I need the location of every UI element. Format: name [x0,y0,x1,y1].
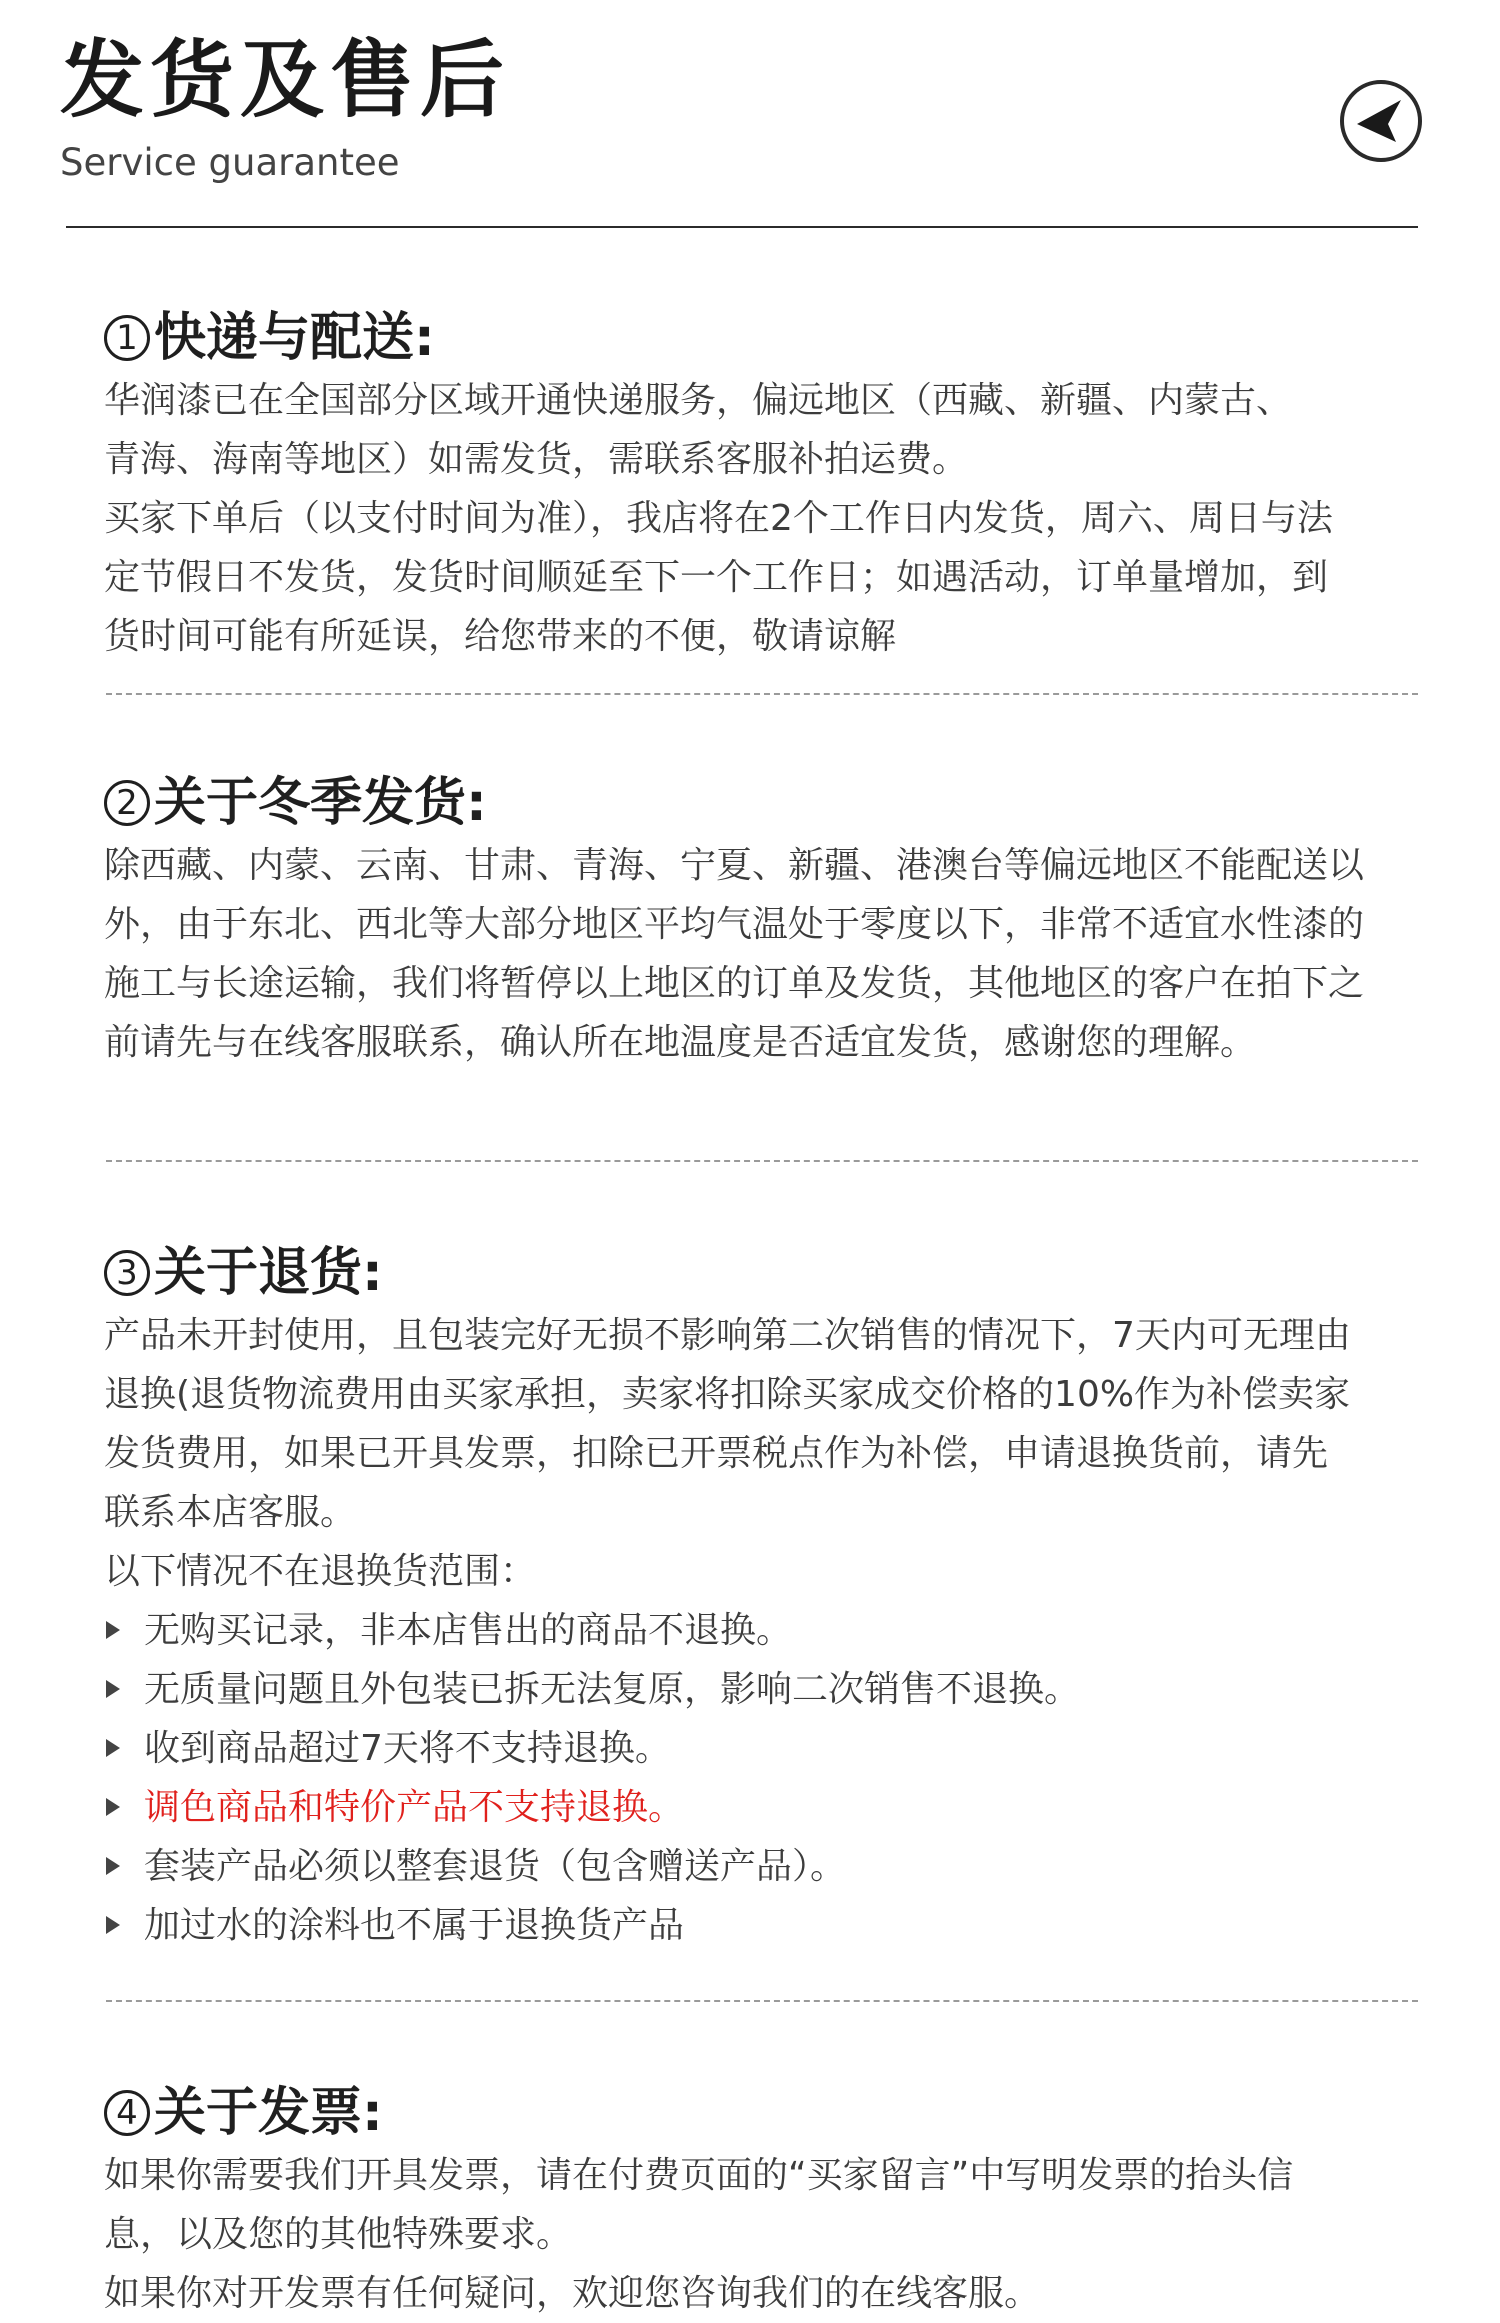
list-item-highlighted: 调色商品和特价产品不支持退换。 [104,1778,1424,1837]
section-number: 2 [104,780,150,826]
section-title [104,2080,1424,2146]
paragraph-line: 买家下单后（以支付时间为准），我店将在2个工作日内发货，周六、周日与法 [104,498,1333,539]
paragraph-line: 退换(退货物流费用由买家承担，卖家将扣除买家成交价格的10%作为补偿卖家 [104,1374,1351,1415]
paragraph-line: 联系本店客服。 [104,1492,357,1533]
section-title [104,770,1424,836]
section-number: 4 [104,2090,150,2136]
exclusion-list [104,1601,1424,1955]
paragraph-line: 产品未开封使用，且包装完好无损不影响第二次销售的情况下，7天内可无理由 [104,1315,1351,1356]
paragraph-line: 发货费用，如果已开具发票，扣除已开票税点作为补偿，申请退换货前，请先 [104,1433,1329,1474]
back-arrow-icon[interactable] [1338,78,1424,164]
section-invoice [104,2080,1424,2323]
list-item: 套装产品必须以整套退货（包含赠送产品）。 [104,1837,1424,1896]
section-shipping [104,305,1424,666]
section-title [104,1240,1424,1306]
paragraph-line: 货时间可能有所延误，给您带来的不便，敬请谅解 [104,616,897,657]
section-title-text: 关于发票: [154,2083,383,2143]
paragraph-line: 青海、海南等地区）如需发货，需联系客服补拍运费。 [104,439,969,480]
list-item: 收到商品超过7天将不支持退换。 [104,1719,1424,1778]
section-title-text: 关于冬季发货: [154,773,487,833]
paragraph-line: 施工与长途运输，我们将暂停以上地区的订单及发货，其他地区的客户在拍下之 [104,963,1365,1004]
page-title: 发货及售后 [60,31,511,129]
dashed-divider [106,1160,1418,1162]
header-divider [66,226,1418,228]
section-title [104,305,1424,371]
paragraph-line: 息，以及您的其他特殊要求。 [104,2214,573,2255]
page-header [60,30,1430,230]
triangle-bullet-icon [106,1739,120,1757]
triangle-bullet-icon [106,1798,120,1816]
paragraph-line: 如果你需要我们开具发票，请在付费页面的“买家留言”中写明发票的抬头信 [104,2155,1294,2196]
list-item: 无购买记录，非本店售出的商品不退换。 [104,1601,1424,1660]
paragraph-line: 以下情况不在退换货范围： [104,1551,537,1592]
section-title-text: 关于退货: [154,1243,383,1303]
page-subtitle: Service guarantee [60,141,400,184]
triangle-bullet-icon [106,1916,120,1934]
section-title-text: 快递与配送: [154,308,435,368]
triangle-bullet-icon [106,1621,120,1639]
list-item: 加过水的涂料也不属于退换货产品 [104,1896,1424,1955]
triangle-bullet-icon [106,1680,120,1698]
paragraph-line: 外，由于东北、西北等大部分地区平均气温处于零度以下，非常不适宜水性漆的 [104,904,1365,945]
triangle-bullet-icon [106,1857,120,1875]
dashed-divider [106,2000,1418,2002]
dashed-divider [106,693,1418,695]
paragraph-line: 如果你对开发票有任何疑问，欢迎您咨询我们的在线客服。 [104,2273,1041,2314]
section-returns [104,1240,1424,1955]
paragraph-line: 定节假日不发货，发货时间顺延至下一个工作日；如遇活动，订单量增加，到 [104,557,1329,598]
section-winter-shipping [104,770,1424,1072]
paragraph-line: 除西藏、内蒙、云南、甘肃、青海、宁夏、新疆、港澳台等偏远地区不能配送以 [104,845,1365,886]
paragraph-line: 前请先与在线客服联系，确认所在地温度是否适宜发货，感谢您的理解。 [104,1022,1257,1063]
section-number: 1 [104,315,150,361]
paragraph-line: 华润漆已在全国部分区域开通快递服务，偏远地区（西藏、新疆、内蒙古、 [104,380,1293,421]
list-item: 无质量问题且外包装已拆无法复原，影响二次销售不退换。 [104,1660,1424,1719]
section-number: 3 [104,1250,150,1296]
